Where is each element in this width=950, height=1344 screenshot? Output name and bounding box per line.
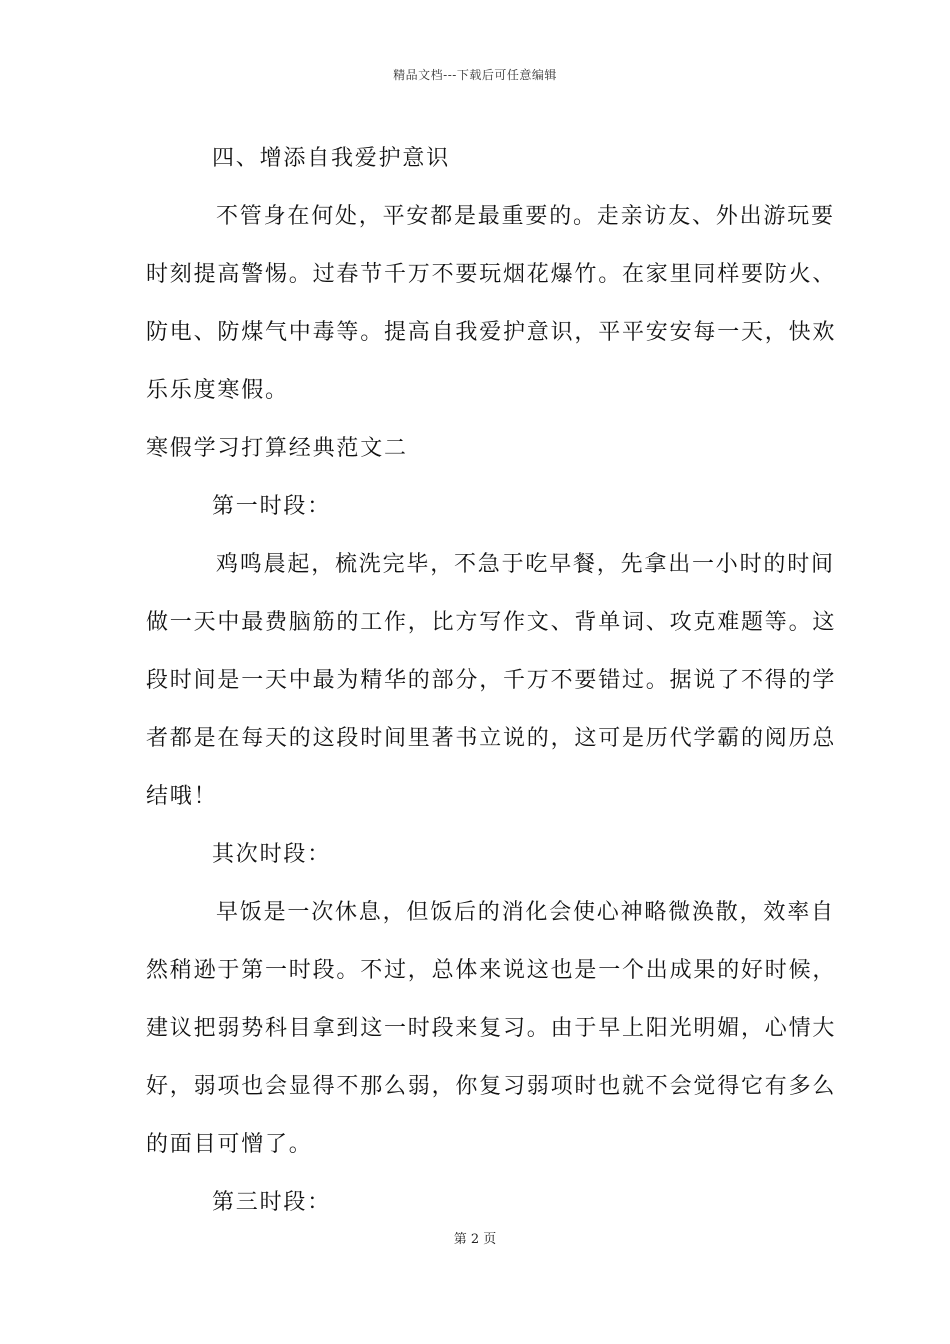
paragraph-line: 防电、防煤气中毒等。提高自我爱护意识，平平安安每一天，快欢 — [146, 320, 837, 345]
paragraph-line: 的面目可憎了。 — [146, 1132, 313, 1157]
document-title: 寒假学习打算经典范文二 — [146, 436, 408, 461]
page-number: 第 2 页 — [453, 1232, 497, 1247]
section-heading: 四、增添自我爱护意识 — [212, 146, 451, 171]
paragraph-line: 者都是在每天的这段时间里著书立说的，这可是历代学霸的阅历总 — [146, 726, 837, 751]
paragraph-line: 做一天中最费脑筋的工作，比方写作文、背单词、攻克难题等。这 — [146, 610, 837, 635]
paragraph-line: 时刻提高警惕。过春节千万不要玩烟花爆竹。在家里同样要防火、 — [146, 262, 837, 287]
section-heading: 第一时段： — [212, 494, 332, 519]
paragraph-line: 然稍逊于第一时段。不过，总体来说这也是一个出成果的好时候， — [146, 958, 837, 983]
page-header: 精品文档---下载后可任意编辑 — [393, 68, 557, 82]
paragraph-line: 鸡鸣晨起，梳洗完毕，不急于吃早餐，先拿出一小时的时间 — [216, 552, 835, 577]
paragraph-line: 早饭是一次休息，但饭后的消化会使心神略微涣散，效率自 — [216, 900, 835, 925]
document-body — [146, 130, 837, 1232]
paragraph-line: 建议把弱势科目拿到这一时段来复习。由于早上阳光明媚，心情大 — [146, 1016, 837, 1041]
section-heading: 第三时段： — [212, 1190, 332, 1215]
paragraph-line: 乐乐度寒假。 — [146, 378, 289, 403]
paragraph-line: 段时间是一天中最为精华的部分，千万不要错过。据说了不得的学 — [146, 668, 837, 693]
paragraph-line: 不管身在何处，平安都是最重要的。走亲访友、外出游玩要 — [216, 204, 835, 229]
paragraph-line: 结哦！ — [146, 784, 218, 809]
section-heading: 其次时段： — [212, 842, 332, 867]
paragraph-line: 好，弱项也会显得不那么弱，你复习弱项时也就不会觉得它有多么 — [146, 1074, 837, 1099]
